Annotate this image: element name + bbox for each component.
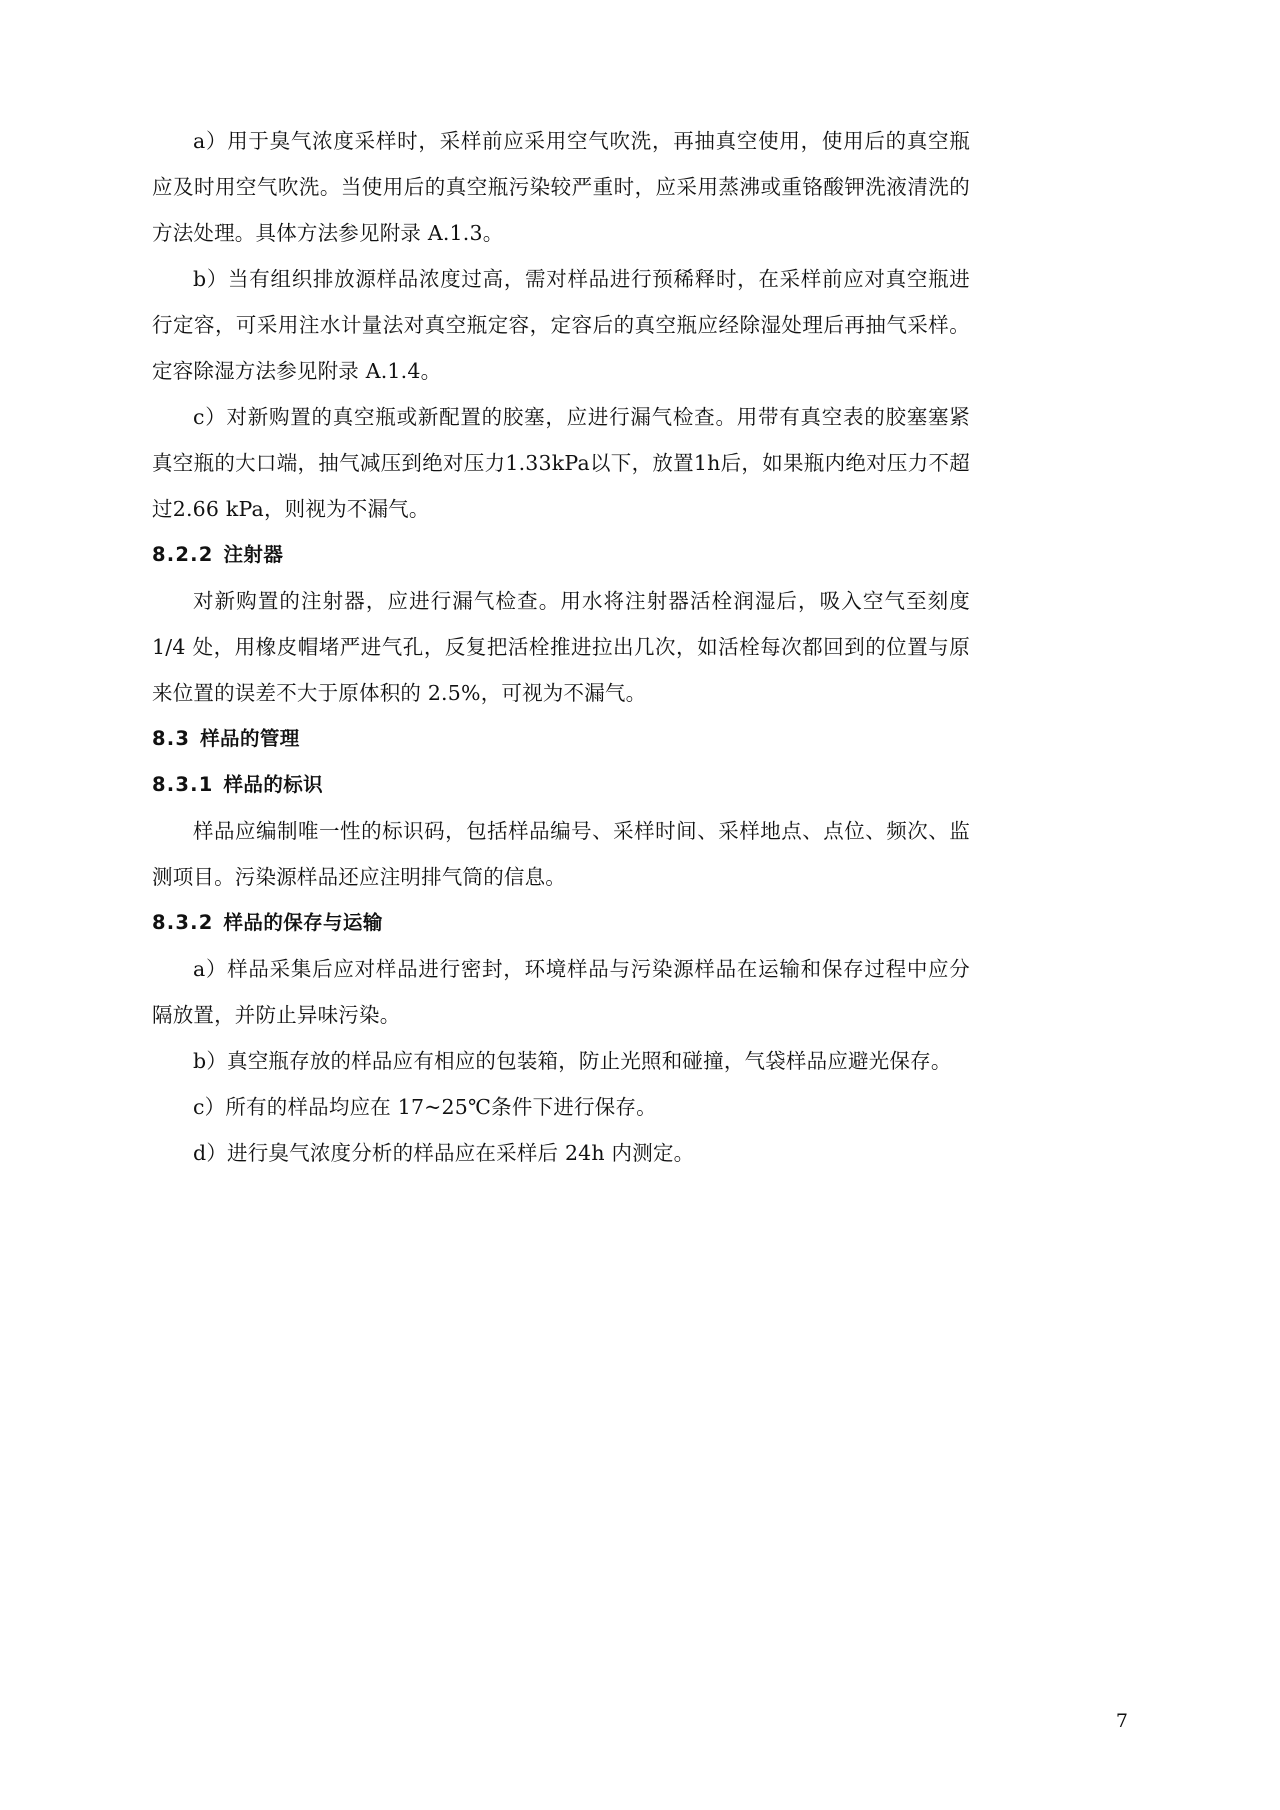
paragraph-sample-identification: 样品应编制唯一性的标识码，包括样品编号、采样时间、采样地点、点位、频次、监测项目。污染源样品还应注明排气筒的信息。 — [152, 819, 970, 889]
heading-8-3-2-label: 样品的保存与运输 — [223, 911, 383, 934]
heading-8-3-1-label: 样品的标识 — [223, 773, 324, 796]
document-body — [152, 118, 970, 1176]
heading-8-3 — [152, 716, 970, 762]
heading-8-2-2-number: 8.2.2 — [152, 543, 214, 566]
heading-8-3-label: 样品的管理 — [200, 727, 300, 750]
paragraph-c-storage-temperature: c）所有的样品均应在 17~25℃条件下进行保存。 — [193, 1095, 657, 1119]
heading-8-2-2-label: 注射器 — [223, 543, 284, 566]
heading-8-3-2-number: 8.3.2 — [152, 911, 214, 934]
heading-8-2-2 — [152, 532, 970, 578]
heading-8-3-1 — [152, 762, 970, 808]
heading-8-3-number: 8.3 — [152, 727, 191, 750]
paragraph-d-analysis-time: d）进行臭气浓度分析的样品应在采样后 24h 内测定。 — [193, 1141, 695, 1165]
heading-8-3-2 — [152, 900, 970, 946]
heading-8-3-1-number: 8.3.1 — [152, 773, 214, 796]
paragraph-b-sample-packaging: b）真空瓶存放的样品应有相应的包装箱，防止光照和碰撞，气袋样品应避光保存。 — [193, 1049, 952, 1073]
paragraph-syringe-leak-check: 对新购置的注射器，应进行漏气检查。用水将注射器活栓润湿后，吸入空气至刻度 1/4 处，用橡皮帽堵严进气孔，反复把活栓推进拉出几次，如活栓每次都回到的位置与原来位置的误差不大于原体积的 2.5%，可视为不漏气。 — [152, 589, 970, 705]
paragraph-a-sample-sealing: a）样品采集后应对样品进行密封，环境样品与污染源样品在运输和保存过程中应分隔放置，并防止异味污染。 — [152, 957, 970, 1027]
paragraph-b-predilution: b）当有组织排放源样品浓度过高，需对样品进行预稀释时，在采样前应对真空瓶进行定容，可采用注水计量法对真空瓶定容，定容后的真空瓶应经除湿处理后再抽气采样。定容除湿方法参见附录 A.1.4。 — [152, 267, 970, 383]
page-number: 7 — [1115, 1710, 1128, 1732]
paragraph-c-leak-check: c）对新购置的真空瓶或新配置的胶塞，应进行漏气检查。用带有真空表的胶塞塞紧真空瓶的大口端，抽气减压到绝对压力1.33kPa以下，放置1h后，如果瓶内绝对压力不超过2.66 kPa，则视为不漏气。 — [152, 405, 970, 521]
paragraph-a-vacuum-bottle: a）用于臭气浓度采样时，采样前应采用空气吹洗，再抽真空使用，使用后的真空瓶应及时用空气吹洗。当使用后的真空瓶污染较严重时，应采用蒸沸或重铬酸钾洗液清洗的方法处理。具体方法参见附录 A.1.3。 — [152, 129, 970, 245]
